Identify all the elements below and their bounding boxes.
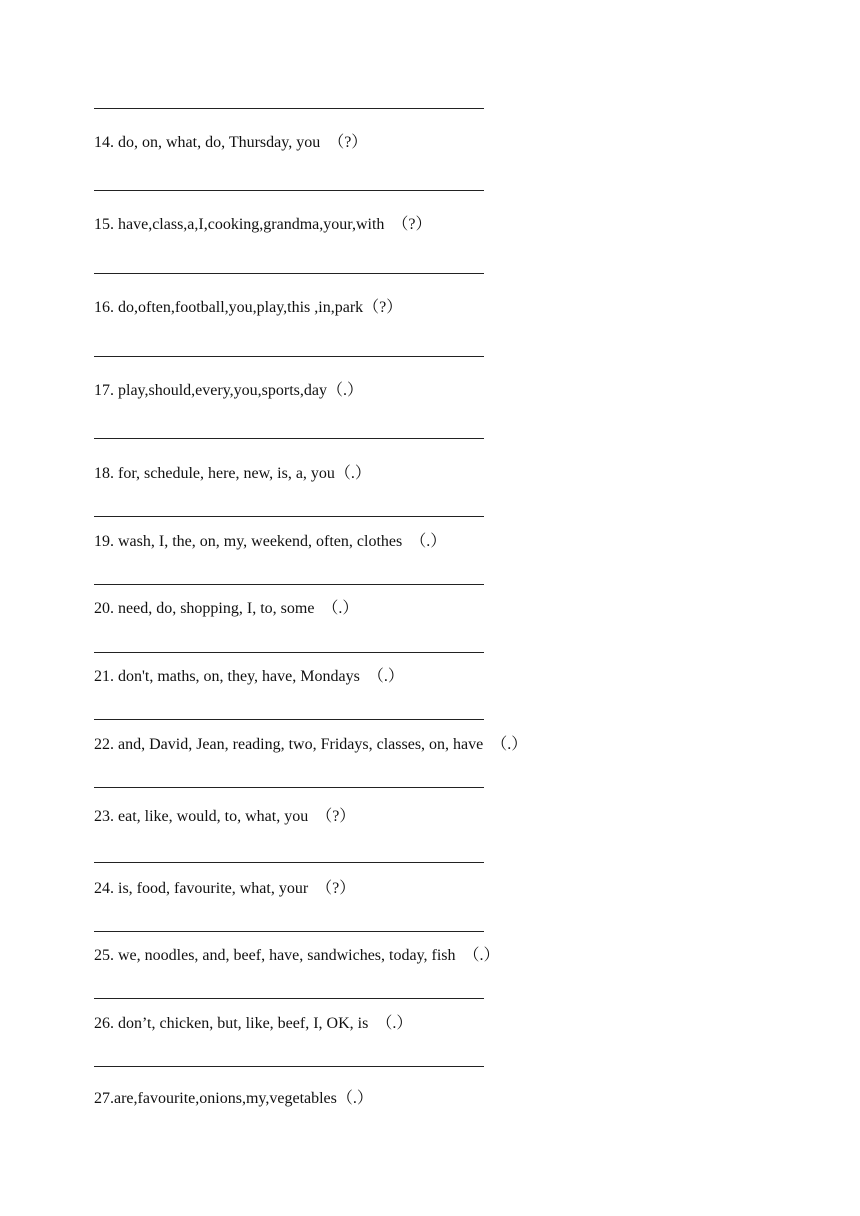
question-19: 19. wash, I, the, on, my, weekend, often, clothes （.） [94,533,447,550]
question-21: 21. don't, maths, on, they, have, Mondays （.） [94,668,404,685]
question-17: 17. play,should,every,you,sports,day（.） [94,382,364,399]
question-20: 20. need, do, shopping, I, to, some （.） [94,600,359,617]
question-15: 15. have,class,a,I,cooking,grandma,your,with （?） [94,216,432,233]
answer-line-19 [94,584,484,585]
answer-line-14 [94,190,484,191]
answer-line-24 [94,931,484,932]
answer-line-26 [94,1066,484,1067]
answer-line-16 [94,356,484,357]
question-14: 14. do, on, what, do, Thursday, you （?） [94,134,368,151]
question-18: 18. for, schedule, here, new, is, a, you（.） [94,465,371,482]
answer-line-17 [94,438,484,439]
answer-line-18 [94,516,484,517]
question-24: 24. is, food, favourite, what, your （?） [94,880,356,897]
answer-line-20 [94,652,484,653]
answer-line-21 [94,719,484,720]
answer-line-13 [94,108,484,109]
question-25: 25. we, noodles, and, beef, have, sandwiches, today, fish （.） [94,947,500,964]
answer-line-25 [94,998,484,999]
question-16: 16. do,often,football,you,play,this ,in,park（?） [94,299,403,316]
question-26: 26. don’t, chicken, but, like, beef, I, OK, is （.） [94,1015,413,1032]
question-22: 22. and, David, Jean, reading, two, Fridays, classes, on, have （.） [94,736,528,753]
answer-line-23 [94,862,484,863]
question-23: 23. eat, like, would, to, what, you （?） [94,808,356,825]
answer-line-15 [94,273,484,274]
question-27: 27.are,favourite,onions,my,vegetables（.） [94,1090,373,1107]
answer-line-22 [94,787,484,788]
